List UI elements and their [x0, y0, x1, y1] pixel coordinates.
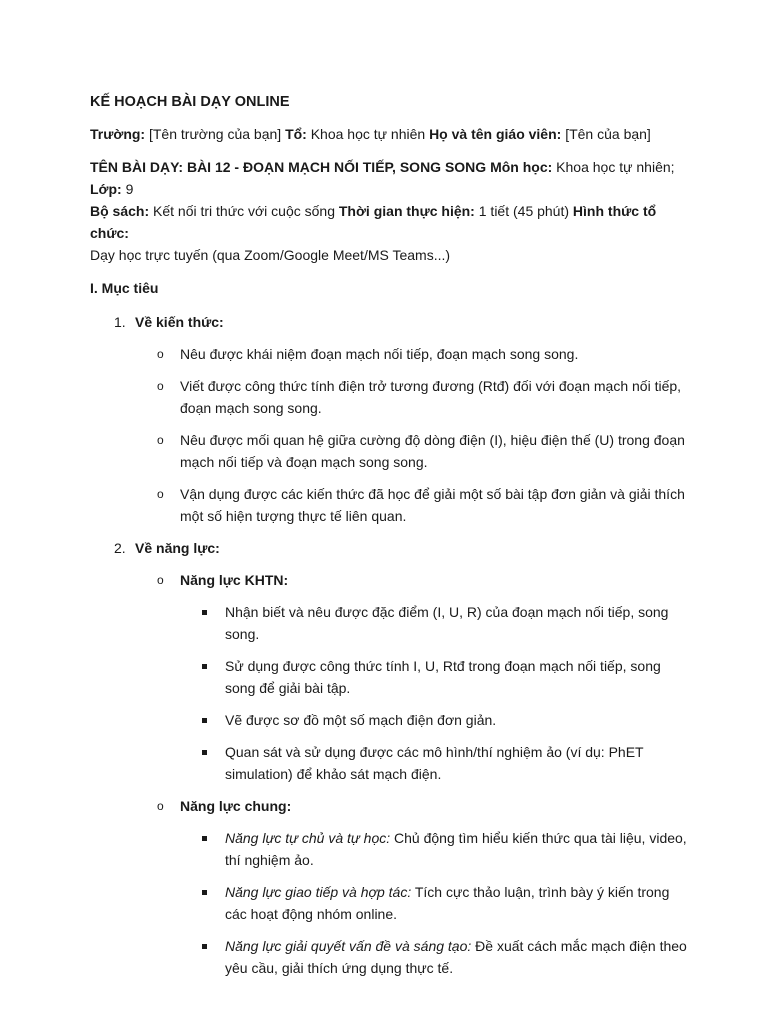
bullet-text: Vẽ được sơ đồ một số mạch điện đơn giản.	[225, 712, 497, 728]
dept-value: Khoa học tự nhiên	[306, 126, 430, 142]
grade-value: 9	[121, 181, 134, 197]
subject-label: Môn học:	[486, 159, 553, 175]
grade-label: Lớp:	[90, 181, 122, 197]
circle-bullet-icon: o	[157, 799, 164, 813]
circle-bullet-icon: o	[157, 347, 164, 361]
khtn-label: Năng lực KHTN:	[180, 572, 289, 588]
section-heading-objectives: I. Mục tiêu	[90, 280, 159, 296]
bullet-lead: Năng lực giao tiếp và hợp tác:	[225, 884, 412, 900]
bullet-text: Nhận biết và nêu được đặc điểm (I, U, R) của đoạn mạch nối tiếp, song song.	[225, 604, 669, 642]
list-item	[180, 827, 688, 871]
book-value: Kết nối tri thức với cuộc sống	[149, 203, 339, 219]
list-item	[135, 343, 688, 365]
bullet-text: Chủ động tìm hiểu kiến thức qua tài liệu, video, thí nghiệm ảo.	[225, 830, 687, 868]
list-item	[180, 655, 688, 699]
list-number: 1.	[114, 314, 126, 330]
bullet-text: Tích cực thảo luận, trình bày ý kiến trong các hoạt động nhóm online.	[225, 884, 670, 922]
header-line-lesson	[90, 156, 688, 266]
square-bullet-icon	[202, 836, 207, 841]
time-value: 1 tiết (45 phút)	[474, 203, 573, 219]
bullet-text: Đề xuất cách mắc mạch điện theo yêu cầu, giải thích ứng dụng thực tế.	[225, 938, 687, 976]
square-bullet-icon	[202, 890, 207, 895]
list-item	[180, 881, 688, 925]
bullet-text: Nêu được khái niệm đoạn mạch nối tiếp, đoạn mạch song song.	[180, 346, 579, 362]
competency-label: Về năng lực:	[135, 540, 220, 556]
list-item	[180, 741, 688, 785]
knowledge-bullets	[135, 343, 688, 527]
header-line-school	[90, 123, 688, 145]
doc-title: KẾ HOẠCH BÀI DẠY ONLINE	[90, 94, 290, 110]
general-competency-label: Năng lực chung:	[180, 798, 292, 814]
circle-bullet-icon: o	[157, 573, 164, 587]
square-bullet-icon	[202, 664, 207, 669]
school-label: Trường:	[90, 126, 146, 142]
list-item	[180, 709, 688, 731]
circle-bullet-icon: o	[157, 433, 164, 447]
list-item	[135, 375, 688, 419]
competency-bullets	[135, 569, 688, 979]
bullet-text: Quan sát và sử dụng được các mô hình/thí nghiệm ảo (ví dụ: PhET simulation) để khảo sát mạch điện.	[225, 744, 644, 782]
lesson-label: TÊN BÀI DẠY: BÀI 12 - ĐOẠN MẠCH NỐI TIẾP, SONG SONG	[90, 159, 487, 175]
dept-label: Tổ:	[285, 126, 307, 142]
bullet-text: Viết được công thức tính điện trở tương đương (Rtđ) đối với đoạn mạch nối tiếp, đoạn mạch song song.	[180, 378, 682, 416]
square-bullet-icon	[202, 718, 207, 723]
bullet-text: Vận dụng được các kiến thức đã học để giải một số bài tập đơn giản và giải thích một số hiện tượng thực tế liên quan.	[180, 486, 685, 524]
khtn-bullets	[180, 601, 688, 785]
subject-value: Khoa học tự nhiên;	[552, 159, 675, 175]
general-competency-bullets	[180, 827, 688, 979]
form-value: Dạy học trực tuyến (qua Zoom/Google Meet/MS Teams...)	[90, 247, 451, 263]
square-bullet-icon	[202, 944, 207, 949]
list-item	[90, 311, 688, 527]
bullet-lead: Năng lực tự chủ và tự học:	[225, 830, 391, 846]
list-number: 2.	[114, 540, 126, 556]
bullet-text: Sử dụng được công thức tính I, U, Rtđ trong đoạn mạch nối tiếp, song song để giải bài tập.	[225, 658, 661, 696]
book-label: Bộ sách:	[90, 203, 150, 219]
list-item	[135, 795, 688, 979]
teacher-value: [Tên của bạn]	[561, 126, 651, 142]
square-bullet-icon	[202, 610, 207, 615]
form-label: Hình thức tổ chức:	[90, 203, 657, 241]
time-label: Thời gian thực hiện:	[338, 203, 475, 219]
circle-bullet-icon: o	[157, 487, 164, 501]
list-item	[135, 569, 688, 785]
list-item	[135, 483, 688, 527]
list-item	[90, 537, 688, 979]
bullet-lead: Năng lực giải quyết vấn đề và sáng tạo:	[225, 938, 472, 954]
square-bullet-icon	[202, 750, 207, 755]
teacher-label: Họ và tên giáo viên:	[429, 126, 562, 142]
list-item	[180, 601, 688, 645]
list-item	[180, 935, 688, 979]
bullet-text: Nêu được mối quan hệ giữa cường độ dòng điện (I), hiệu điện thế (U) trong đoạn mạch nối tiếp và đoạn mạch song song.	[180, 432, 685, 470]
list-item	[135, 429, 688, 473]
circle-bullet-icon: o	[157, 379, 164, 393]
knowledge-label: Về kiến thức:	[135, 314, 224, 330]
school-value: [Tên trường của bạn]	[145, 126, 286, 142]
objectives-list	[90, 311, 688, 979]
